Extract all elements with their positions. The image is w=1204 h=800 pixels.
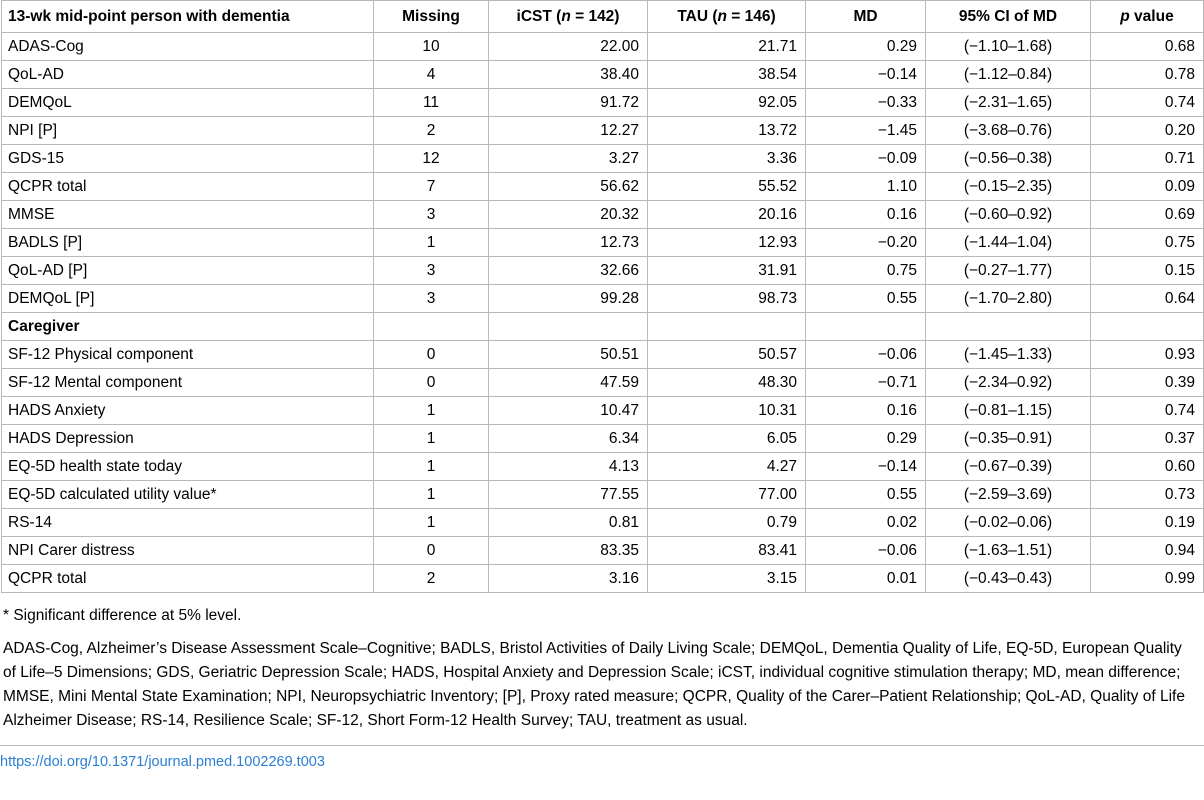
cell-tau: 0.79	[648, 509, 806, 537]
cell-p: 0.39	[1091, 369, 1204, 397]
cell-icst: 77.55	[489, 481, 648, 509]
table-row	[2, 173, 1204, 201]
table-row	[2, 565, 1204, 593]
cell-md: 0.55	[806, 285, 926, 313]
cell-md: −0.14	[806, 61, 926, 89]
cell-tau: 20.16	[648, 201, 806, 229]
cell-ci: (−1.45–1.33)	[926, 341, 1091, 369]
table-row	[2, 257, 1204, 285]
cell-icst: 0.81	[489, 509, 648, 537]
cell-p: 0.64	[1091, 285, 1204, 313]
empty-cell	[1091, 313, 1204, 341]
cell-missing: 7	[374, 173, 489, 201]
cell-tau: 31.91	[648, 257, 806, 285]
header-md: MD	[806, 1, 926, 33]
header-missing: Missing	[374, 1, 489, 33]
cell-p: 0.69	[1091, 201, 1204, 229]
cell-tau: 21.71	[648, 33, 806, 61]
cell-icst: 10.47	[489, 397, 648, 425]
cell-md: −0.09	[806, 145, 926, 173]
cell-icst: 6.34	[489, 425, 648, 453]
cell-measure: SF-12 Mental component	[2, 369, 374, 397]
cell-missing: 2	[374, 565, 489, 593]
cell-ci: (−1.10–1.68)	[926, 33, 1091, 61]
table-row	[2, 425, 1204, 453]
cell-p: 0.71	[1091, 145, 1204, 173]
empty-cell	[926, 313, 1091, 341]
cell-md: −0.71	[806, 369, 926, 397]
empty-cell	[374, 313, 489, 341]
cell-measure: DEMQoL [P]	[2, 285, 374, 313]
cell-md: −1.45	[806, 117, 926, 145]
cell-missing: 1	[374, 425, 489, 453]
cell-ci: (−2.59–3.69)	[926, 481, 1091, 509]
cell-ci: (−1.70–2.80)	[926, 285, 1091, 313]
cell-tau: 98.73	[648, 285, 806, 313]
cell-missing: 1	[374, 229, 489, 257]
significance-footnote: * Significant difference at 5% level.	[3, 607, 242, 624]
cell-icst: 20.32	[489, 201, 648, 229]
cell-tau: 3.15	[648, 565, 806, 593]
cell-measure: SF-12 Physical component	[2, 341, 374, 369]
cell-p: 0.73	[1091, 481, 1204, 509]
cell-missing: 0	[374, 341, 489, 369]
cell-ci: (−2.34–0.92)	[926, 369, 1091, 397]
cell-ci: (−0.81–1.15)	[926, 397, 1091, 425]
cell-p: 0.20	[1091, 117, 1204, 145]
cell-measure: EQ-5D calculated utility value*	[2, 481, 374, 509]
cell-missing: 1	[374, 481, 489, 509]
cell-ci: (−1.44–1.04)	[926, 229, 1091, 257]
cell-ci: (−1.63–1.51)	[926, 537, 1091, 565]
cell-md: −0.14	[806, 453, 926, 481]
table-row	[2, 285, 1204, 313]
cell-missing: 0	[374, 369, 489, 397]
cell-p: 0.74	[1091, 397, 1204, 425]
header-measure: 13-wk mid-point person with dementia	[2, 1, 374, 33]
cell-missing: 3	[374, 201, 489, 229]
cell-measure: NPI Carer distress	[2, 537, 374, 565]
cell-p: 0.93	[1091, 341, 1204, 369]
section-row	[2, 313, 1204, 341]
cell-ci: (−0.27–1.77)	[926, 257, 1091, 285]
cell-measure: QoL-AD [P]	[2, 257, 374, 285]
cell-md: −0.06	[806, 537, 926, 565]
table-notes	[0, 607, 1204, 733]
table-row	[2, 145, 1204, 173]
cell-md: 0.16	[806, 201, 926, 229]
cell-missing: 10	[374, 33, 489, 61]
cell-measure: BADLS [P]	[2, 229, 374, 257]
table-row	[2, 509, 1204, 537]
cell-icst: 47.59	[489, 369, 648, 397]
cell-icst: 12.73	[489, 229, 648, 257]
cell-measure: QoL-AD	[2, 61, 374, 89]
table-row	[2, 201, 1204, 229]
cell-md: 0.02	[806, 509, 926, 537]
cell-tau: 4.27	[648, 453, 806, 481]
cell-tau: 83.41	[648, 537, 806, 565]
table-row	[2, 61, 1204, 89]
header-p-value: p value	[1091, 1, 1204, 33]
table-body	[2, 33, 1204, 593]
cell-md: 0.16	[806, 397, 926, 425]
cell-missing: 1	[374, 397, 489, 425]
cell-icst: 22.00	[489, 33, 648, 61]
cell-measure: QCPR total	[2, 565, 374, 593]
cell-p: 0.99	[1091, 565, 1204, 593]
cell-tau: 13.72	[648, 117, 806, 145]
cell-measure: EQ-5D health state today	[2, 453, 374, 481]
table-header-row	[2, 1, 1204, 33]
cell-md: 0.55	[806, 481, 926, 509]
cell-icst: 83.35	[489, 537, 648, 565]
header-ci: 95% CI of MD	[926, 1, 1091, 33]
cell-p: 0.74	[1091, 89, 1204, 117]
section-heading: Caregiver	[2, 313, 374, 341]
cell-missing: 4	[374, 61, 489, 89]
cell-icst: 50.51	[489, 341, 648, 369]
cell-measure: RS-14	[2, 509, 374, 537]
header-icst: iCST (n = 142)	[489, 1, 648, 33]
cell-p: 0.60	[1091, 453, 1204, 481]
cell-tau: 12.93	[648, 229, 806, 257]
cell-measure: HADS Anxiety	[2, 397, 374, 425]
cell-md: −0.20	[806, 229, 926, 257]
doi-link[interactable]: https://doi.org/10.1371/journal.pmed.1002269.t003	[0, 753, 325, 770]
cell-md: −0.33	[806, 89, 926, 117]
table-row	[2, 341, 1204, 369]
empty-cell	[806, 313, 926, 341]
cell-measure: QCPR total	[2, 173, 374, 201]
cell-ci: (−3.68–0.76)	[926, 117, 1091, 145]
cell-icst: 32.66	[489, 257, 648, 285]
cell-tau: 50.57	[648, 341, 806, 369]
table-row	[2, 397, 1204, 425]
cell-tau: 3.36	[648, 145, 806, 173]
table-row	[2, 369, 1204, 397]
cell-measure: ADAS-Cog	[2, 33, 374, 61]
cell-icst: 99.28	[489, 285, 648, 313]
table-row	[2, 453, 1204, 481]
cell-measure: HADS Depression	[2, 425, 374, 453]
table-row	[2, 481, 1204, 509]
empty-cell	[648, 313, 806, 341]
cell-tau: 55.52	[648, 173, 806, 201]
cell-ci: (−0.43–0.43)	[926, 565, 1091, 593]
cell-missing: 1	[374, 509, 489, 537]
results-table	[1, 0, 1204, 593]
cell-icst: 91.72	[489, 89, 648, 117]
empty-cell	[489, 313, 648, 341]
cell-tau: 6.05	[648, 425, 806, 453]
cell-p: 0.78	[1091, 61, 1204, 89]
table-row	[2, 117, 1204, 145]
cell-measure: MMSE	[2, 201, 374, 229]
cell-md: 0.01	[806, 565, 926, 593]
cell-icst: 38.40	[489, 61, 648, 89]
cell-icst: 12.27	[489, 117, 648, 145]
cell-measure: NPI [P]	[2, 117, 374, 145]
cell-tau: 92.05	[648, 89, 806, 117]
cell-ci: (−0.67–0.39)	[926, 453, 1091, 481]
cell-p: 0.15	[1091, 257, 1204, 285]
cell-md: −0.06	[806, 341, 926, 369]
cell-missing: 11	[374, 89, 489, 117]
table-row	[2, 89, 1204, 117]
cell-measure: GDS-15	[2, 145, 374, 173]
cell-ci: (−0.15–2.35)	[926, 173, 1091, 201]
cell-icst: 56.62	[489, 173, 648, 201]
cell-md: 1.10	[806, 173, 926, 201]
cell-missing: 1	[374, 453, 489, 481]
cell-icst: 3.16	[489, 565, 648, 593]
cell-md: 0.75	[806, 257, 926, 285]
table-row	[2, 229, 1204, 257]
cell-ci: (−0.35–0.91)	[926, 425, 1091, 453]
cell-ci: (−0.02–0.06)	[926, 509, 1091, 537]
cell-missing: 3	[374, 285, 489, 313]
cell-icst: 4.13	[489, 453, 648, 481]
cell-p: 0.19	[1091, 509, 1204, 537]
divider	[0, 745, 1204, 746]
cell-p: 0.68	[1091, 33, 1204, 61]
table-row	[2, 537, 1204, 565]
cell-md: 0.29	[806, 425, 926, 453]
cell-md: 0.29	[806, 33, 926, 61]
cell-ci: (−0.56–0.38)	[926, 145, 1091, 173]
abbreviations-note: ADAS-Cog, Alzheimer’s Disease Assessment Scale–Cognitive; BADLS, Bristol Activities of Daily Living Scale; DEMQoL, Dementia Quality of Life, EQ-5D, European Quality of Life–5 Dimensions; GDS, Geriatric Depression Scale; HADS, Hospital Anxiety and Depression Scale; iCST, individual cognitive stimulation therapy; MD, mean difference; MMSE, Mini Mental State Examination; NPI, Neuropsychiatric Inventory; [P], Proxy rated measure; QCPR, Quality of the Carer–Patient Relationship; QoL-AD, Quality of Life Alzheimer Disease; RS-14, Resilience Scale; SF-12, Short Form-12 Health Survey; TAU, treatment as usual.	[3, 639, 1185, 729]
cell-ci: (−0.60–0.92)	[926, 201, 1091, 229]
cell-p: 0.37	[1091, 425, 1204, 453]
cell-p: 0.09	[1091, 173, 1204, 201]
cell-ci: (−2.31–1.65)	[926, 89, 1091, 117]
cell-p: 0.94	[1091, 537, 1204, 565]
cell-ci: (−1.12–0.84)	[926, 61, 1091, 89]
cell-p: 0.75	[1091, 229, 1204, 257]
cell-icst: 3.27	[489, 145, 648, 173]
header-tau: TAU (n = 146)	[648, 1, 806, 33]
cell-tau: 10.31	[648, 397, 806, 425]
cell-tau: 77.00	[648, 481, 806, 509]
cell-missing: 12	[374, 145, 489, 173]
cell-measure: DEMQoL	[2, 89, 374, 117]
cell-missing: 2	[374, 117, 489, 145]
cell-tau: 38.54	[648, 61, 806, 89]
cell-missing: 0	[374, 537, 489, 565]
cell-missing: 3	[374, 257, 489, 285]
cell-tau: 48.30	[648, 369, 806, 397]
table-row	[2, 33, 1204, 61]
